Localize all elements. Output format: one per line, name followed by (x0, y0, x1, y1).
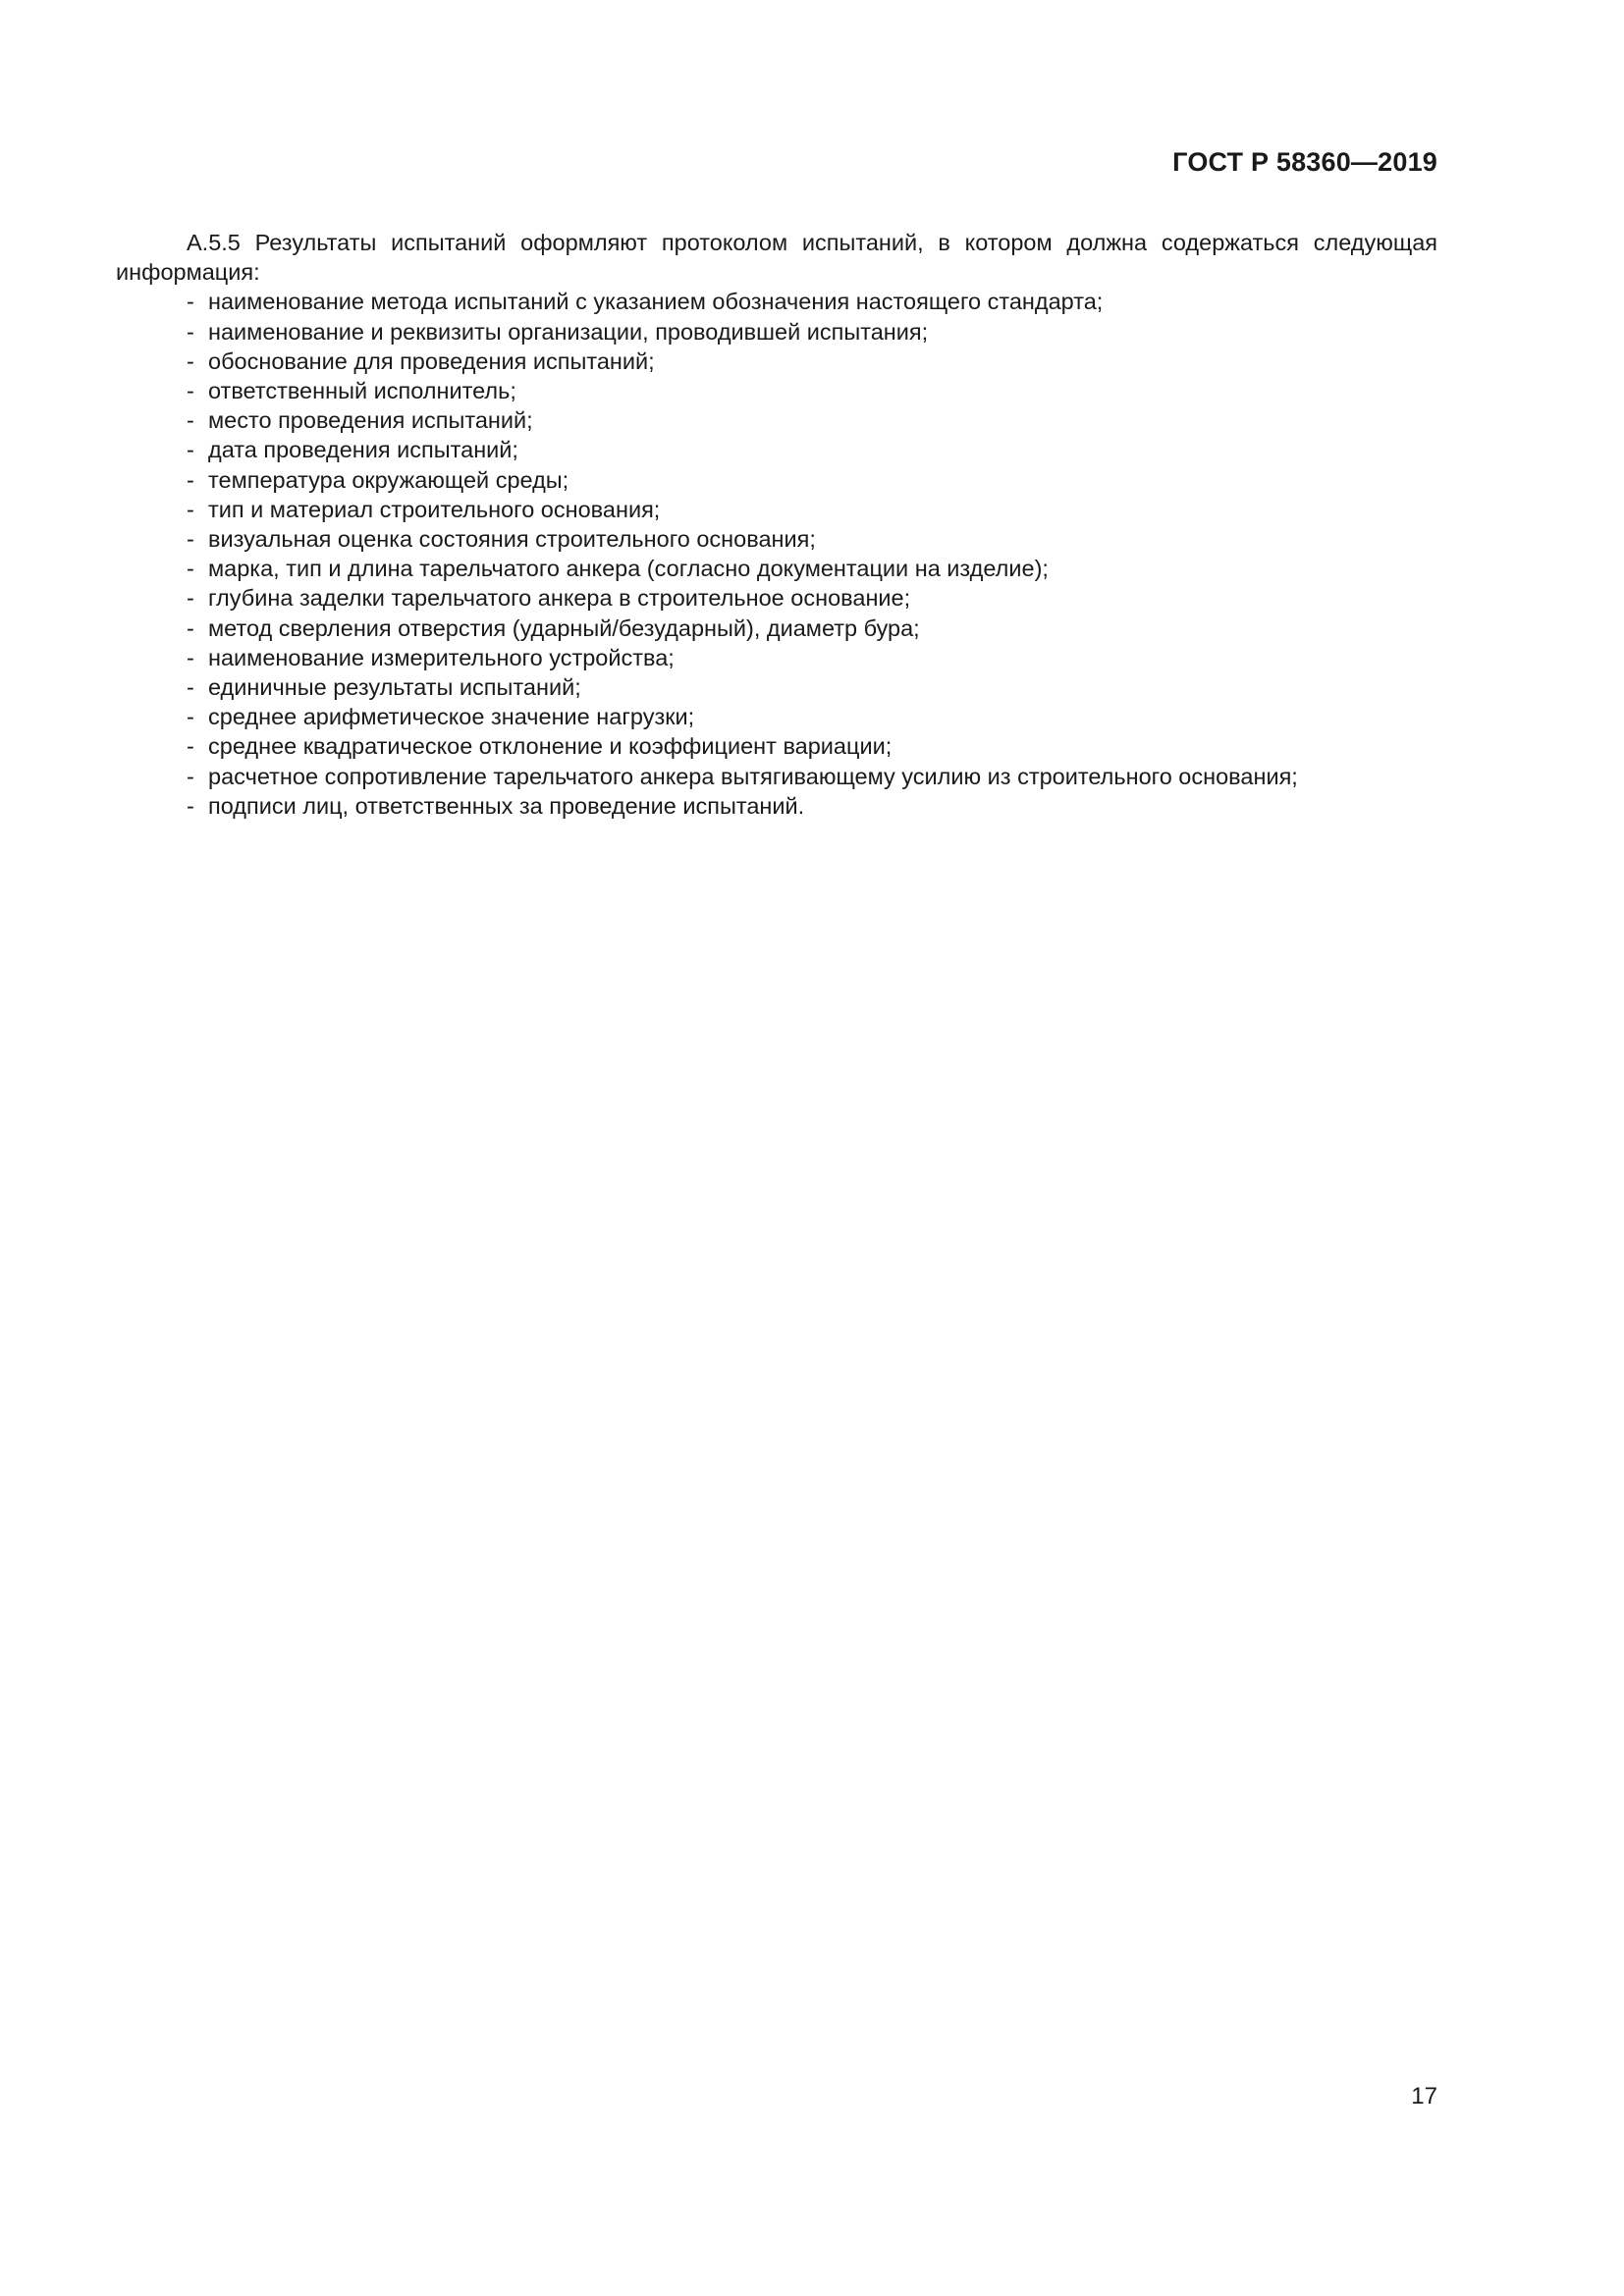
list-item (187, 465, 1437, 495)
page-number: 17 (1411, 2083, 1437, 2109)
list-marker: - (187, 407, 194, 434)
list-marker: - (187, 289, 194, 315)
list-item (187, 672, 1437, 702)
section-a-5-5 (116, 228, 1437, 821)
list-item (187, 347, 1437, 376)
list-item-text: среднее квадратическое отклонение и коэффициент вариации; (208, 733, 893, 760)
list-item (187, 614, 1437, 643)
list-marker: - (187, 674, 194, 701)
list-item (187, 405, 1437, 435)
list-item-text: среднее арифметическое значение нагрузки; (208, 704, 695, 730)
document-code: ГОСТ Р 58360—2019 (1172, 147, 1437, 177)
list-item (187, 554, 1437, 583)
list-item (187, 317, 1437, 347)
list-item-text: глубина заделки тарельчатого анкера в строительное основание; (208, 585, 911, 612)
list-marker: - (187, 466, 194, 493)
list-item-text: обоснование для проведения испытаний; (208, 347, 655, 374)
list-item (187, 791, 1437, 821)
list-item-text: место проведения испытаний; (208, 407, 533, 434)
requirements-list (116, 287, 1437, 821)
section-intro: А.5.5 Результаты испытаний оформляют протоколом испытаний, в котором должна содержаться следующая информация: (116, 230, 1437, 286)
list-item (187, 731, 1437, 761)
list-item (187, 583, 1437, 613)
list-marker: - (187, 556, 194, 582)
list-marker: - (187, 733, 194, 760)
list-item-text: метод сверления отверстия (ударный/безударный), диаметр бура; (208, 614, 920, 641)
list-marker: - (187, 763, 194, 789)
list-marker: - (187, 526, 194, 553)
list-item-text: расчетное сопротивление тарельчатого анкера вытягивающему усилию из строительного основания; (208, 763, 1298, 789)
list-marker: - (187, 792, 194, 819)
list-item (187, 435, 1437, 464)
list-item-text: визуальная оценка состояния строительного основания; (208, 526, 816, 553)
list-marker: - (187, 614, 194, 641)
list-item-text: дата проведения испытаний; (208, 437, 518, 463)
list-item-text: ответственный исполнитель; (208, 378, 516, 404)
list-item (187, 643, 1437, 672)
list-item-text: тип и материал строительного основания; (208, 496, 661, 522)
list-item (187, 495, 1437, 524)
list-item-text: подписи лиц, ответственных за проведение испытаний. (208, 792, 805, 819)
list-item-text: наименование метода испытаний с указанием обозначения настоящего стандарта; (208, 289, 1104, 315)
list-marker: - (187, 585, 194, 612)
list-marker: - (187, 318, 194, 345)
list-item-text: наименование и реквизиты организации, проводившей испытания; (208, 318, 929, 345)
list-marker: - (187, 347, 194, 374)
list-marker: - (187, 704, 194, 730)
list-item (187, 762, 1437, 791)
list-item (187, 287, 1437, 316)
list-item-text: марка, тип и длина тарельчатого анкера (согласно документации на изделие); (208, 556, 1049, 582)
list-item (187, 702, 1437, 731)
list-item-text: температура окружающей среды; (208, 466, 569, 493)
list-marker: - (187, 378, 194, 404)
list-marker: - (187, 437, 194, 463)
list-marker: - (187, 644, 194, 670)
list-marker: - (187, 496, 194, 522)
list-item-text: наименование измерительного устройства; (208, 644, 675, 670)
list-item (187, 376, 1437, 405)
list-item-text: единичные результаты испытаний; (208, 674, 581, 701)
list-item (187, 524, 1437, 554)
